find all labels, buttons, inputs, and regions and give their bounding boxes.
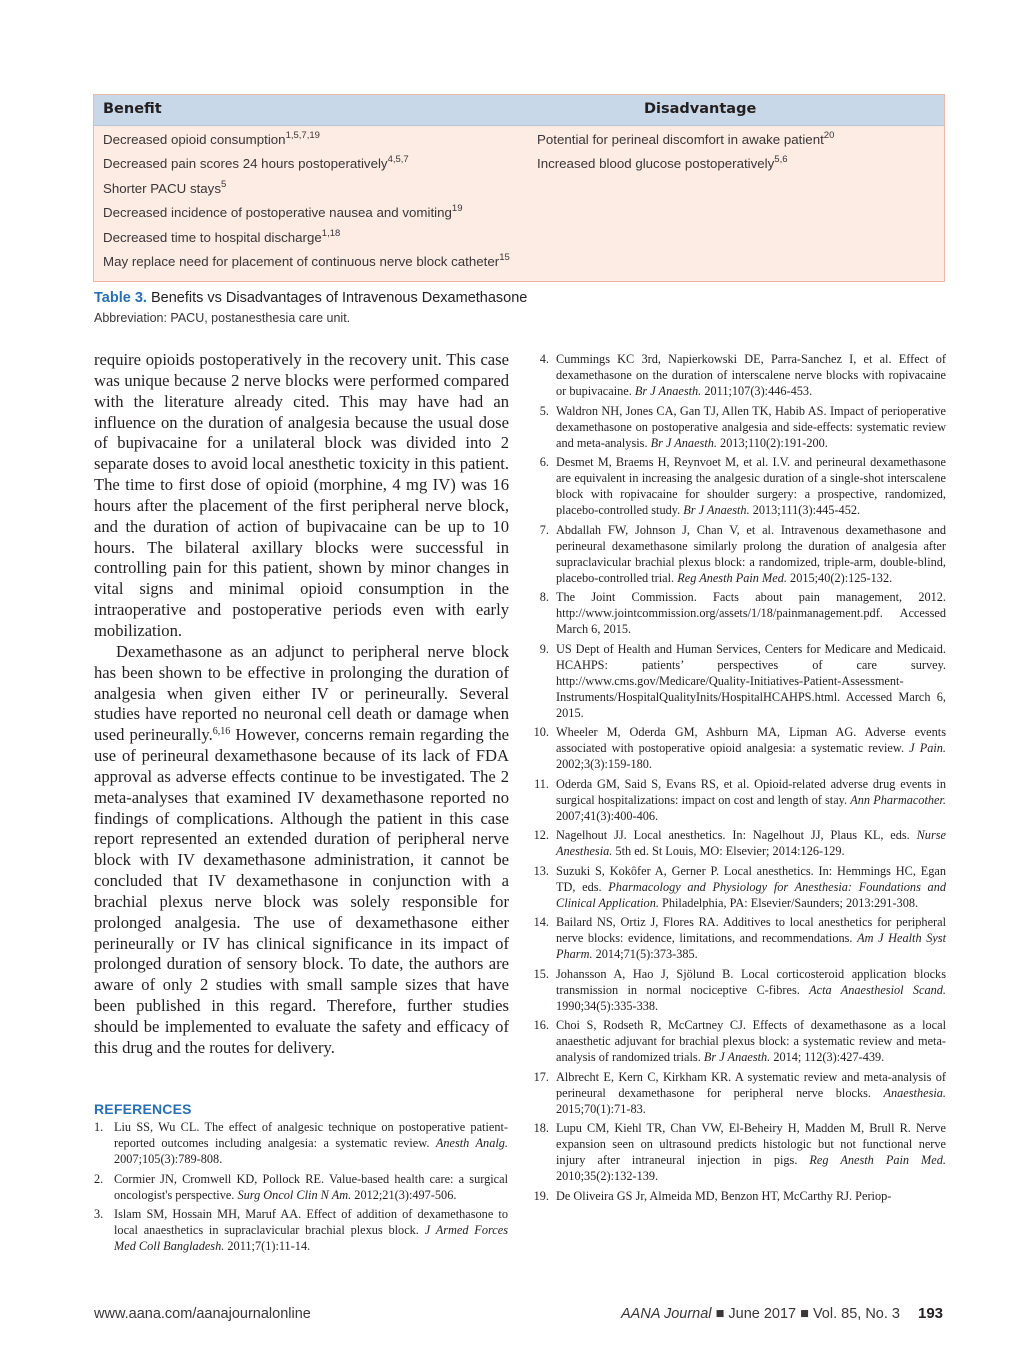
reference-text: Liu SS, Wu CL. The effect of analgesic technique on postoperative patient-reported outcomes including analgesia: a systematic review.	[114, 1120, 508, 1150]
reference-number: 15.	[533, 966, 549, 981]
table-3	[93, 94, 945, 282]
paragraph-text: Dexamethasone as an adjunct to peripheral nerve block has been shown to be effective in prolonging the duration of analgesia when given either IV or perineurally. Several studies have reported no neuronal cell death or damage when used perineurally.	[94, 641, 509, 745]
reference-text: Cummings KC 3rd, Napierkowski DE, Parra-Sanchez I, et al. Effect of dexamethasone on the duration of interscalene nerve blocks with ropivacaine or bupivacaine.	[556, 352, 946, 398]
footer-separator: ■	[711, 1306, 729, 1322]
reference-journal: J Pain.	[909, 741, 946, 755]
reference-number: 14.	[533, 915, 549, 929]
reference-text: Bailard NS, Ortiz J, Flores RA. Additives to local anesthetics for peripheral nerve blocks: evidence, limitations, and recommendations.	[556, 915, 946, 945]
table-header	[94, 95, 944, 126]
reference-journal: Anesth Analg.	[435, 1136, 508, 1150]
reference-citation: 2007;41(3):400-406.	[556, 808, 659, 823]
reference-number: 10.	[533, 725, 549, 739]
disadvantage-row	[537, 155, 937, 179]
reference-number: 19.	[533, 1188, 549, 1203]
reference-text: Desmet M, Braems H, Reynvoet M, et al. I.V. and perineural dexamethasone are equivalent in increasing the analgesic duration of a single-shot interscalene block with ropivacaine for shoulder surgery: a prospective, randomized, placebo-controlled study.	[556, 455, 946, 517]
reference-citation: 2011;7(1):11-14.	[224, 1239, 311, 1253]
reference-item	[529, 863, 946, 911]
benefit-citation: 5	[220, 178, 227, 190]
reference-number: 2.	[94, 1171, 104, 1186]
reference-number: 11.	[534, 776, 549, 791]
reference-item	[529, 351, 946, 399]
reference-text: Waldron NH, Jones CA, Gan TJ, Allen TK, Habib AS. Impact of perioperative dexamethasone on postoperative analgesia and side-effects: systematic review and meta-analysis.	[556, 403, 946, 450]
reference-journal: Acta Anaesthesiol Scand.	[809, 982, 946, 997]
reference-citation: 2015;40(2):125-132.	[786, 570, 893, 585]
reference-journal: Br J Anaesth.	[683, 503, 750, 517]
disadvantages-column	[537, 131, 937, 180]
paragraph-text: However, concerns remain regarding the use of perineural dexamethasone because of its lack of FDA approval as adverse effects continue to be investigated. The 2 meta-analyses that examined IV dexamethasone reported no findings of complications. Although the patient in this case report represented an extended duration of peripheral nerve block with IV dexamethasone administration, it cannot be concluded that IV dexamethasone in conjunction with a brachial plexus nerve block was solely responsible for prolonged analgesia. The use of dexamethasone either perineurally or IV has clinical significance in its impact of prolonged duration of sensory block. To date, the authors are aware of only 2 studies with small sample sizes that have been published in this regard. Therefore, further studies should be implemented to evaluate the safety and efficacy of this drug and the routes for delivery.	[94, 725, 509, 1057]
benefit-text: Decreased incidence of postoperative nausea and vomiting	[103, 205, 452, 221]
reference-text: De Oliveira GS Jr, Almeida MD, Benzon HT, McCarthy RJ. Periop-	[556, 1188, 892, 1203]
references-heading: REFERENCES	[94, 1101, 192, 1117]
reference-text: Choi S, Rodseth R, McCartney CJ. Effects of dexamethasone as a local anaesthetic adjuvant for brachial plexus block: a systematic review and meta-analysis of randomized trials.	[556, 1018, 946, 1064]
citation: 6,16	[212, 726, 231, 738]
reference-item	[529, 827, 946, 859]
reference-text: Johansson A, Hao J, Sjölund B. Local corticosteroid application blocks transmission in normal nociceptive C-fibres.	[556, 966, 946, 997]
reference-journal: Br J Anaesth.	[703, 1050, 771, 1064]
body-paragraph: require opioids postoperatively in the recovery unit. This case was unique because 2 nerve blocks were performed compared with the literature already cited. This may have had an influence on the duration of analgesia because the usual dose of bupivacaine for a unilateral block was divided into 2 separate doses to avoid local anesthetic toxicity in this patient. The time to first dose of opioid (morphine, 4 mg IV) was 16 hours after the placement of the first peripheral nerve block, and the duration of action of bupivacaine can be up to 10 hours. The bilateral axillary blocks were successful in controlling pain for this patient, shown by minor changes in vital signs and minimal opioid consumption in the intraoperative and postoperative periods even with early mobilization.	[94, 350, 509, 640]
reference-item	[529, 776, 946, 824]
reference-citation: 2013;110(2):191-200.	[716, 435, 828, 450]
reference-citation: 2014; 112(3):427-439.	[770, 1050, 885, 1064]
reference-item	[529, 966, 946, 1014]
reference-citation: 1990;34(5):335-338.	[556, 998, 659, 1013]
reference-number: 8.	[539, 590, 549, 604]
reference-text: Cormier JN, Cromwell KD, Pollock RE. Value-based health care: a surgical oncologist's perspective.	[114, 1171, 508, 1202]
reference-item	[529, 1120, 946, 1184]
reference-number: 4.	[539, 352, 549, 366]
disadvantage-text: Potential for perineal discomfort in awake patient	[537, 132, 824, 147]
reference-citation: 2013;111(3):445-452.	[749, 503, 861, 517]
header-benefit: Benefit	[103, 101, 162, 117]
reference-journal: Br J Anaesth.	[650, 435, 717, 450]
footer-journal: AANA Journal	[621, 1306, 712, 1322]
benefit-row	[103, 253, 543, 277]
benefits-column	[103, 131, 543, 277]
reference-number: 13.	[533, 863, 549, 878]
reference-citation: 2014;71(5):373-385.	[592, 947, 698, 961]
reference-number: 5.	[539, 403, 549, 418]
references-list-left	[94, 1119, 508, 1258]
table-caption	[94, 290, 527, 306]
references-list-right	[529, 351, 946, 1207]
benefit-citation: 1,5,7,19	[285, 130, 320, 141]
reference-item	[94, 1119, 508, 1167]
reference-journal: Nurse Anesthesia.	[556, 828, 946, 858]
disadvantage-text: Increased blood glucose postoperatively	[537, 156, 775, 172]
reference-item	[529, 589, 946, 637]
table-caption-text: Benefits vs Disadvantages of Intravenous Dexamethasone	[150, 290, 528, 306]
reference-journal: Ann Pharmacother.	[850, 792, 946, 807]
body-paragraph	[94, 642, 509, 1059]
benefit-text: Shorter PACU stays	[103, 180, 221, 196]
reference-text: Islam SM, Hossain MH, Maruf AA. Effect of addition of dexamethasone to local anaesthetics in supraclavicular brachial plexus block.	[114, 1207, 508, 1237]
reference-item	[529, 724, 946, 772]
disadvantage-row	[537, 131, 937, 155]
reference-citation: 2010;35(2):132-139.	[556, 1169, 659, 1183]
reference-item	[529, 454, 946, 518]
reference-citation: 5th ed. St Louis, MO: Elsevier; 2014:126-129.	[612, 844, 845, 858]
reference-text: Abdallah FW, Johnson J, Chan V, et al. Intravenous dexamethasone and perineural dexamethasone similarly prolong the duration of analgesia after supraclavicular brachial plexus block: a randomized, triple-arm, double-blind, placebo-controlled trial.	[556, 522, 946, 585]
reference-text: The Joint Commission. Facts about pain management, 2012. http://www.jointcommission.org/assets/1/18/painmanagement.pdf. Accessed March 6, 2015.	[556, 590, 946, 636]
benefit-text: Decreased opioid consumption	[103, 132, 286, 147]
reference-number: 6.	[539, 455, 549, 469]
footer-url: www.aana.com/aanajournalonline	[94, 1306, 311, 1322]
benefit-citation: 15	[499, 251, 510, 263]
reference-number: 17.	[533, 1069, 549, 1084]
reference-item	[529, 1188, 946, 1204]
header-disadvantage: Disadvantage	[644, 101, 757, 117]
reference-item	[529, 914, 946, 962]
disadvantage-citation: 20	[823, 130, 835, 141]
benefit-row	[103, 155, 543, 179]
table-abbreviation: Abbreviation: PACU, postanesthesia care unit.	[94, 311, 351, 325]
reference-citation: 2007;105(3):789-808.	[114, 1152, 223, 1166]
reference-journal: Surg Oncol Clin N Am.	[237, 1187, 352, 1202]
reference-text: Wheeler M, Oderda GM, Ashburn MA, Lipman AG. Adverse events associated with postoperative opioid analgesia: a systematic review.	[556, 725, 946, 755]
benefit-row	[103, 204, 543, 228]
reference-item	[529, 1017, 946, 1065]
benefit-citation: 1,18	[321, 227, 341, 239]
reference-journal: Pharmacology and Physiology for Anesthesia: Foundations and Clinical Application.	[556, 879, 946, 910]
reference-item	[529, 403, 946, 451]
disadvantage-citation: 5,6	[774, 154, 788, 166]
reference-item	[529, 522, 946, 586]
benefit-citation: 4,5,7	[387, 154, 409, 166]
benefit-row	[103, 131, 543, 155]
reference-number: 7.	[539, 522, 549, 537]
reference-item	[94, 1171, 508, 1203]
reference-journal: Reg Anesth Pain Med.	[677, 570, 787, 585]
benefit-text: May replace need for placement of continuous nerve block catheter	[103, 253, 500, 269]
reference-number: 18.	[533, 1121, 549, 1135]
reference-number: 12.	[533, 828, 549, 842]
reference-citation: Philadelphia, PA: Elsevier/Saunders; 2013:291-308.	[658, 895, 919, 910]
table-caption-label: Table 3.	[94, 290, 147, 306]
reference-journal: Br J Anaesth.	[634, 384, 702, 398]
reference-item	[529, 1069, 946, 1117]
reference-item	[94, 1206, 508, 1254]
reference-text: US Dept of Health and Human Services, Centers for Medicare and Medicaid. HCAHPS: patients’ perspectives of care survey. http://www.cms.gov/Medicare/Quality-Initiatives-Patient-Assessment-Instruments/HospitalQualityInits/HospitalHCAHPS.html. Accessed March 6, 2015.	[556, 641, 946, 720]
reference-citation: 2011;107(3):446-453.	[701, 384, 813, 398]
reference-text: Suzuki S, Kokôfer A, Gerner P. Local anesthetics. In: Hemmings HC, Egan TD, eds.	[556, 863, 946, 894]
body-text-column	[94, 350, 509, 1059]
reference-citation: 2012;21(3):497-506.	[351, 1187, 457, 1202]
footer-volume: Vol. 85, No. 3	[812, 1306, 900, 1322]
reference-number: 9.	[539, 641, 549, 656]
page-number: 193	[918, 1305, 944, 1322]
reference-text: Lupu CM, Kiehl TR, Chan VW, El-Beheiry H, Madden M, Brull R. Nerve expansion seen on ultrasound predicts histologic but not functional nerve injury after intraneural injection in pigs.	[556, 1121, 946, 1167]
reference-number: 16.	[533, 1018, 549, 1032]
benefit-text: Decreased pain scores 24 hours postoperatively	[103, 156, 388, 172]
reference-number: 3.	[94, 1207, 104, 1221]
benefit-row	[103, 229, 543, 253]
reference-item	[529, 641, 946, 721]
reference-journal: Anaesthesia.	[883, 1085, 946, 1100]
benefit-text: Decreased time to hospital discharge	[103, 229, 322, 245]
reference-number: 1.	[94, 1120, 104, 1134]
footer-journal-info	[621, 1306, 900, 1322]
reference-text: Oderda GM, Said S, Evans RS, et al. Opioid-related adverse drug events in surgical hospitalizations: impact on cost and length of stay.	[556, 776, 946, 807]
reference-citation: 2015;70(1):71-83.	[556, 1101, 646, 1116]
reference-journal: Am J Health Syst Pharm.	[556, 931, 947, 961]
reference-text: Nagelhout JJ. Local anesthetics. In: Nagelhout JJ, Plaus KL, eds.	[556, 828, 917, 842]
reference-text: Albrecht E, Kern C, Kirkham KR. A systematic review and meta-analysis of perineural dexamethasone for peripheral nerve blocks.	[556, 1069, 946, 1100]
reference-journal: Reg Anesth Pain Med.	[809, 1153, 946, 1167]
reference-journal: J Armed Forces Med Coll Bangladesh.	[114, 1223, 508, 1253]
footer-issue: June 2017	[728, 1306, 797, 1322]
benefit-row	[103, 180, 543, 204]
benefit-citation: 19	[451, 203, 463, 215]
footer-separator: ■	[796, 1306, 813, 1322]
reference-citation: 2002;3(3):159-180.	[556, 757, 652, 771]
